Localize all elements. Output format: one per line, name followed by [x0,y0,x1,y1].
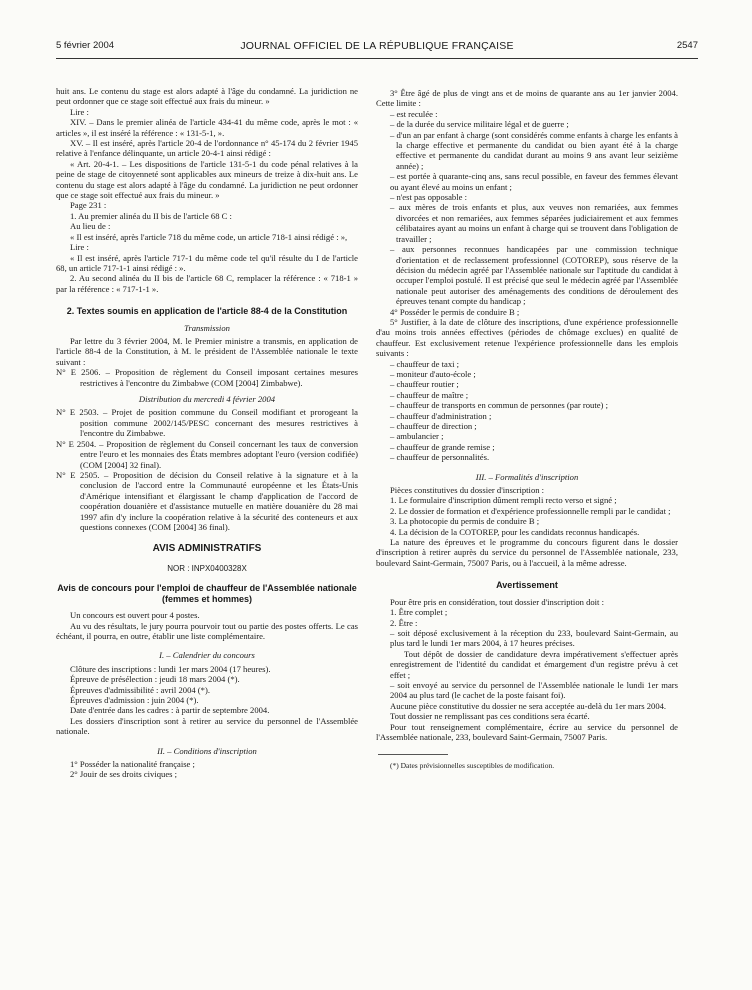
list-item: – n'est pas opposable : [390,192,467,203]
condition-item: 2° Jouir de ses droits civiques ; [70,769,178,780]
paragraph: « Il est inséré, après l'article 717-1 du même code tel qu'il résulte du I de l'article 68, un article 717-1-1 ainsi rédigé : ». [56,252,358,273]
list-item: 3. La photocopie du permis de conduire B ; [390,516,540,527]
nor-reference: NOR : INPX0400328X [167,563,247,573]
notice-title: Avis de concours pour l'emploi de chauffeur de l'Assemblée nationale (femmes et hommes) [57,583,357,604]
left-column [56,86,358,780]
footnote: (*) Dates prévisionnelles susceptibles de modification. [390,761,555,771]
subheading: Transmission [184,322,230,333]
header-rule [56,58,698,59]
list-item: – d'un an par enfant à charge (sont considérés comme enfants à charge les enfants à la charge effective et permanente du candidat ou bien ayant été à la charge effective et permanente du candidat durant au moins 9 ans avant leur seizième année) ; [390,129,678,171]
job-item: – moniteur d'auto-école ; [390,368,476,379]
paragraph: Page 231 : [70,200,107,211]
header-date: 5 février 2004 [56,40,115,51]
paragraph: Au vu des résultats, le jury pourra pourvoir tout ou partie des postes offerts. Le cas échéant, il pourra, en outre, établir une liste complémentaire. [56,620,358,641]
footnote-rule [378,754,448,755]
page-header [56,40,698,54]
paragraph: « Art. 20-4-1. – Les dispositions de l'article 131-5-1 du code pénal relatives à la peine de stage de citoyenneté sont applicables aux mineurs de treize à dix-huit ans. Le contenu du stage est alors adapté à l'âge du condamné. La juridiction ne peut ordonner que ce stage soit effectué aux frais du mineur. » [56,158,358,201]
condition-item: 5° Justifier, à la date de clôture des inscriptions, d'une expérience professionnelle d'au moins trois années effectives (périodes de chômage exclues) en qualité de chauffeur. Est exclusivement retenue l'expérience professionnelle dans les emplois suivants : [376,316,678,359]
job-item: – ambulancier ; [390,431,444,442]
list-item: 1. Le formulaire d'inscription dûment rempli recto verso et signé ; [390,495,617,506]
condition-item: 4° Posséder le permis de conduire B ; [390,306,520,317]
list-item: – de la durée du service militaire légal et de guerre ; [390,119,569,130]
calendar-item: Date d'entrée dans les cadres : à partir de septembre 2004. [70,705,270,716]
paragraph: Les dossiers d'inscription sont à retirer au service du personnel de l'Assemblée nationale. [56,715,358,737]
calendar-item: Épreuves d'admissibilité : avril 2004 (*). [70,684,210,695]
paragraph: Lire : [70,106,89,117]
paragraph: Par lettre du 3 février 2004, M. le Premier ministre a transmis, en application de l'article 88-4 de la Constitution, à M. le président de l'Assemblée nationale le texte suivant : [56,336,358,367]
header-title: JOURNAL OFFICIEL DE LA RÉPUBLIQUE FRANÇAISE [240,40,514,52]
list-item: – est reculée : [390,108,438,119]
subheading: Distribution du mercredi 4 février 2004 [138,394,276,405]
text-reference: N° E 2505. – Proposition de décision du Conseil relative à la signature et à la conclusion de l'accord entre la Communauté européenne et les États-Unis d'Amérique intensifiant et élargissant le champ d'application de l'accord de coopération douanière et d'assistance mutuelle en matière douanière du 28 mai 1997 afin d'y inclure la coopération relative à la sécurité des conteneurs et aux questions connexes (COM [2004] 36 final). [56,469,358,532]
job-item: – chauffeur de grande remise ; [390,441,495,452]
paragraph: Pièces constitutives du dossier d'inscription : [390,485,545,496]
calendar-item: Épreuve de présélection : jeudi 18 mars 2004 (*). [70,674,240,685]
paragraph: XIV. – Dans le premier alinéa de l'article 434-41 du même code, après le mot : « articles », il est inséré la référence : « 131-5-1, ». [56,117,358,138]
list-item: – aux mères de trois enfants et plus, aux veuves non remariées, aux femmes divorcées et non remariées, aux femmes séparées judiciairement et aux femmes célibataires ayant au moins un enfant à charge qui se trouvent dans l'obligation de travailler ; [390,202,678,244]
list-item: 1. Être complet ; [390,607,448,618]
paragraph: La nature des épreuves et le programme du concours figurent dans le dossier d'inscription à retirer auprès du service du personnel de l'Assemblée nationale, 233, boulevard Saint-Germain, 75007 Paris, ou à l'accueil, à la même adresse. [376,537,678,568]
list-item: – est portée à quarante-cinq ans, sans recul possible, en faveur des femmes élevant ou ayant élevé au moins un enfant ; [390,171,678,192]
section-heading: 2. Textes soumis en application de l'article 88-4 de la Constitution [66,306,348,317]
paragraph: Tout dépôt de dossier de candidature devra impérativement s'effectuer après enregistrement de l'identité du candidat et émargement d'un registre prévu à cet effet ; [390,648,678,680]
job-item: – chauffeur de maître ; [390,389,469,400]
text-reference: N° E 2504. – Proposition de règlement du Conseil concernant les taux de conversion entre l'euro et les monnaies des États membres adoptant l'euro (version codifiée) (COM [2004] 32 final). [56,438,358,470]
subheading: I. – Calendrier du concours [159,650,255,661]
subheading: III. – Formalités d'inscription [475,471,579,482]
job-item: – chauffeur de taxi ; [390,358,460,369]
job-item: – chauffeur de direction ; [390,421,477,431]
job-item: – chauffeur de personnalités. [390,452,490,463]
list-item: 2. Être : [390,617,418,628]
paragraph: huit ans. Le contenu du stage est alors adapté à l'âge du condamné. La juridiction ne peut ordonner que ce stage soit effectué aux frais du mineur. » [56,86,358,107]
right-column [376,88,678,772]
list-item: 2. Le dossier de formation et d'expérience professionnelle rempli par le candidat ; [390,505,671,516]
paragraph: Au lieu de : [70,221,111,232]
paragraph: Pour être pris en considération, tout dossier d'inscription doit : [390,596,604,607]
paragraph: Lire : [70,242,89,253]
list-item: 4. La décision de la COTOREP, pour les candidats reconnus handicapés. [390,526,640,537]
job-item: – chauffeur d'administration ; [390,410,492,421]
paragraph: Un concours est ouvert pour 4 postes. [70,610,200,621]
list-item: – soit envoyé au service du personnel de l'Assemblée nationale le lundi 1er mars 2004 au plus tard (le cachet de la poste faisant foi). [390,680,678,701]
list-item: – aux personnes reconnues handicapées par une commission technique d'orientation et de reclassement professionnel (COTOREP), sous réserve de la décision du médecin agréé par l'Assemblée nationale sur l'aptitude du candidat à occuper l'emploi postulé. Il est précisé que seul le médecin agréé par l'Assemblée nationale peut autoriser des aménagements des conditions de déroulement des épreuves tenant compte du handicap ; [390,244,678,307]
calendar-item: Épreuves d'admission : juin 2004 (*). [70,695,199,705]
subheading: II. – Conditions d'inscription [157,745,257,756]
job-item: – chauffeur routier ; [390,379,459,390]
condition-item: 3° Être âgé de plus de vingt ans et de moins de quarante ans au 1er janvier 2004. Cette limite : [376,88,678,109]
paragraph: XV. – Il est inséré, après l'article 20-4 de l'ordonnance n° 45-174 du 2 février 1945 relative à l'enfance délinquante, un article 20-4-1 ainsi rédigé : [56,138,358,159]
paragraph: 1. Au premier alinéa du II bis de l'article 68 C : [70,210,232,221]
text-reference: N° E 2503. – Projet de position commune du Conseil modifiant et prorogeant la position commune 2002/145/PESC concernant des mesures restrictives à l'encontre du Zimbabwe. [56,407,358,439]
paragraph: 2. Au second alinéa du II bis de l'article 68 C, remplacer la référence : « 718-1 » par la référence : « 717-1-1 ». [56,273,358,294]
list-item: – soit déposé exclusivement à la réception du 233, boulevard Saint-Germain, au plus tard le lundi 1er mars 2004, à 17 heures précises. [390,628,678,649]
section-heading-warning: Avertissement [496,580,558,591]
job-item: – chauffeur de transports en commun de personnes (par route) ; [390,400,608,411]
text-reference: N° E 2506. – Proposition de règlement du Conseil imposant certaines mesures restrictives à l'encontre du Zimbabwe (COM [2004] Zimbabwe). [56,367,358,388]
calendar-item: Clôture des inscriptions : lundi 1er mars 2004 (17 heures). [70,663,271,674]
header-page-number: 2547 [676,40,698,51]
paragraph: Tout dossier ne remplissant pas ces conditions sera écarté. [390,711,590,722]
paragraph: « Il est inséré, après l'article 718 du même code, un article 718-1 ainsi rédigé : », [70,231,348,242]
paragraph: Aucune pièce constitutive du dossier ne sera acceptée au-delà du 1er mars 2004. [390,700,667,711]
paragraph: Pour tout renseignement complémentaire, écrire au service du personnel de l'Assemblée nationale, 233, boulevard Saint-Germain, 75007 Paris. [376,721,678,743]
section-heading-avis: AVIS ADMINISTRATIFS [152,543,262,555]
condition-item: 1° Posséder la nationalité française ; [70,759,195,770]
